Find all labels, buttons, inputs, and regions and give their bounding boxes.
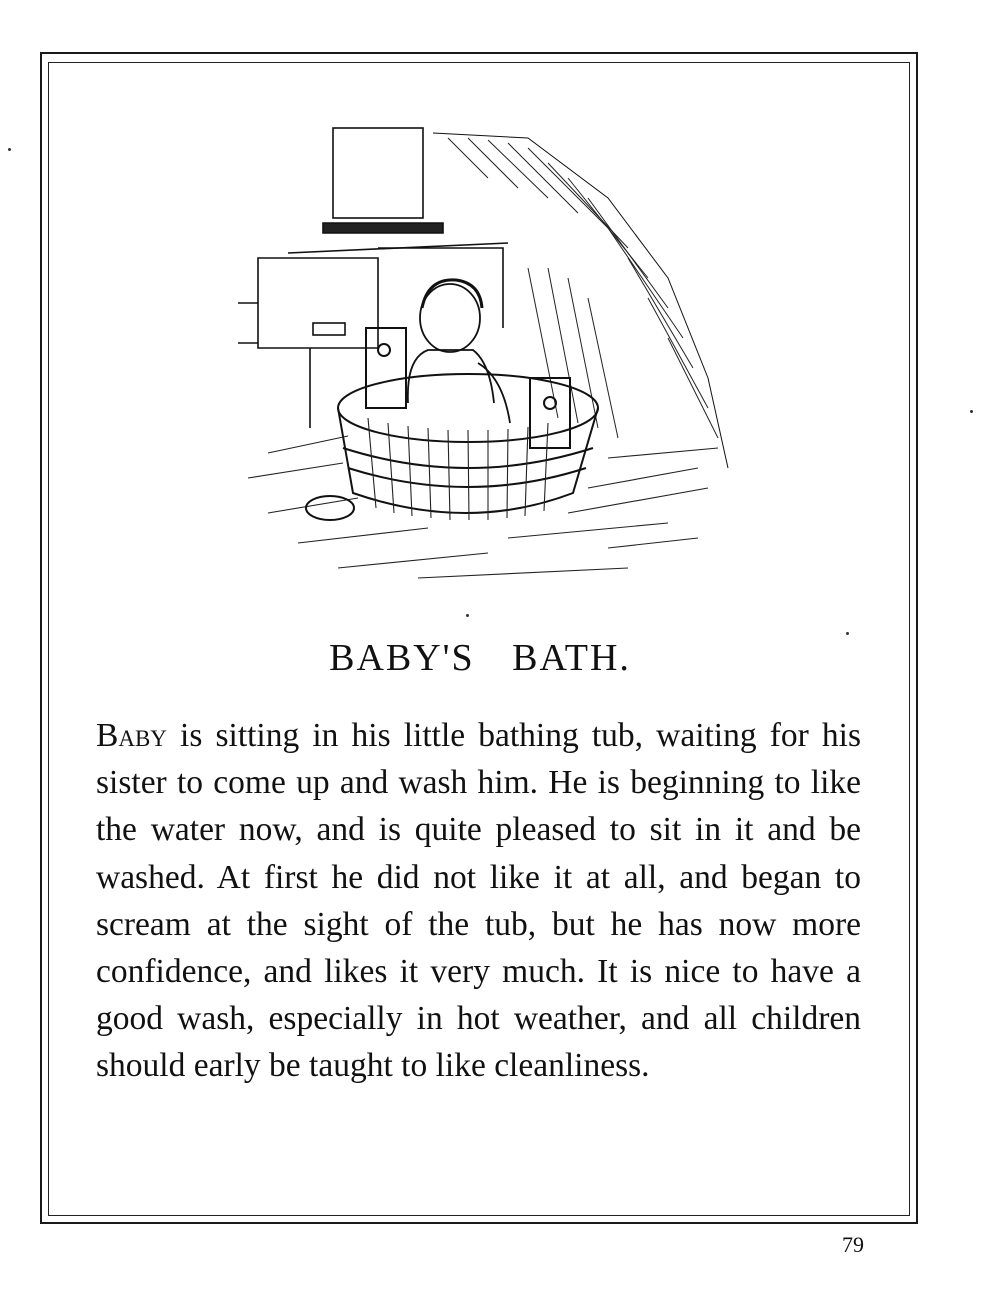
body-text: is sitting in his little bathing tub, waiting for his sister to come up and wash him. He is beginning to like the water now, and is quite pleased to sit in it and be washed. At first he did not like it at all, and began to scream at the sight of the tub, but he has now more confidence, and likes it very much. It is nice to have a good wash, especially in hot weather, and all children should early be taught to like cleanliness.: [96, 717, 861, 1085]
paper-speck: [970, 410, 973, 413]
paper-speck: [466, 614, 469, 617]
page-number: 79: [842, 1232, 864, 1257]
paper-speck: [846, 632, 849, 635]
body-lead-word: Baby: [96, 717, 167, 754]
page-title: BABY'S BATH.: [329, 637, 631, 679]
body-paragraph: [96, 712, 861, 1090]
paper-speck: [8, 148, 11, 151]
baby-bath-illustration: [228, 118, 748, 588]
